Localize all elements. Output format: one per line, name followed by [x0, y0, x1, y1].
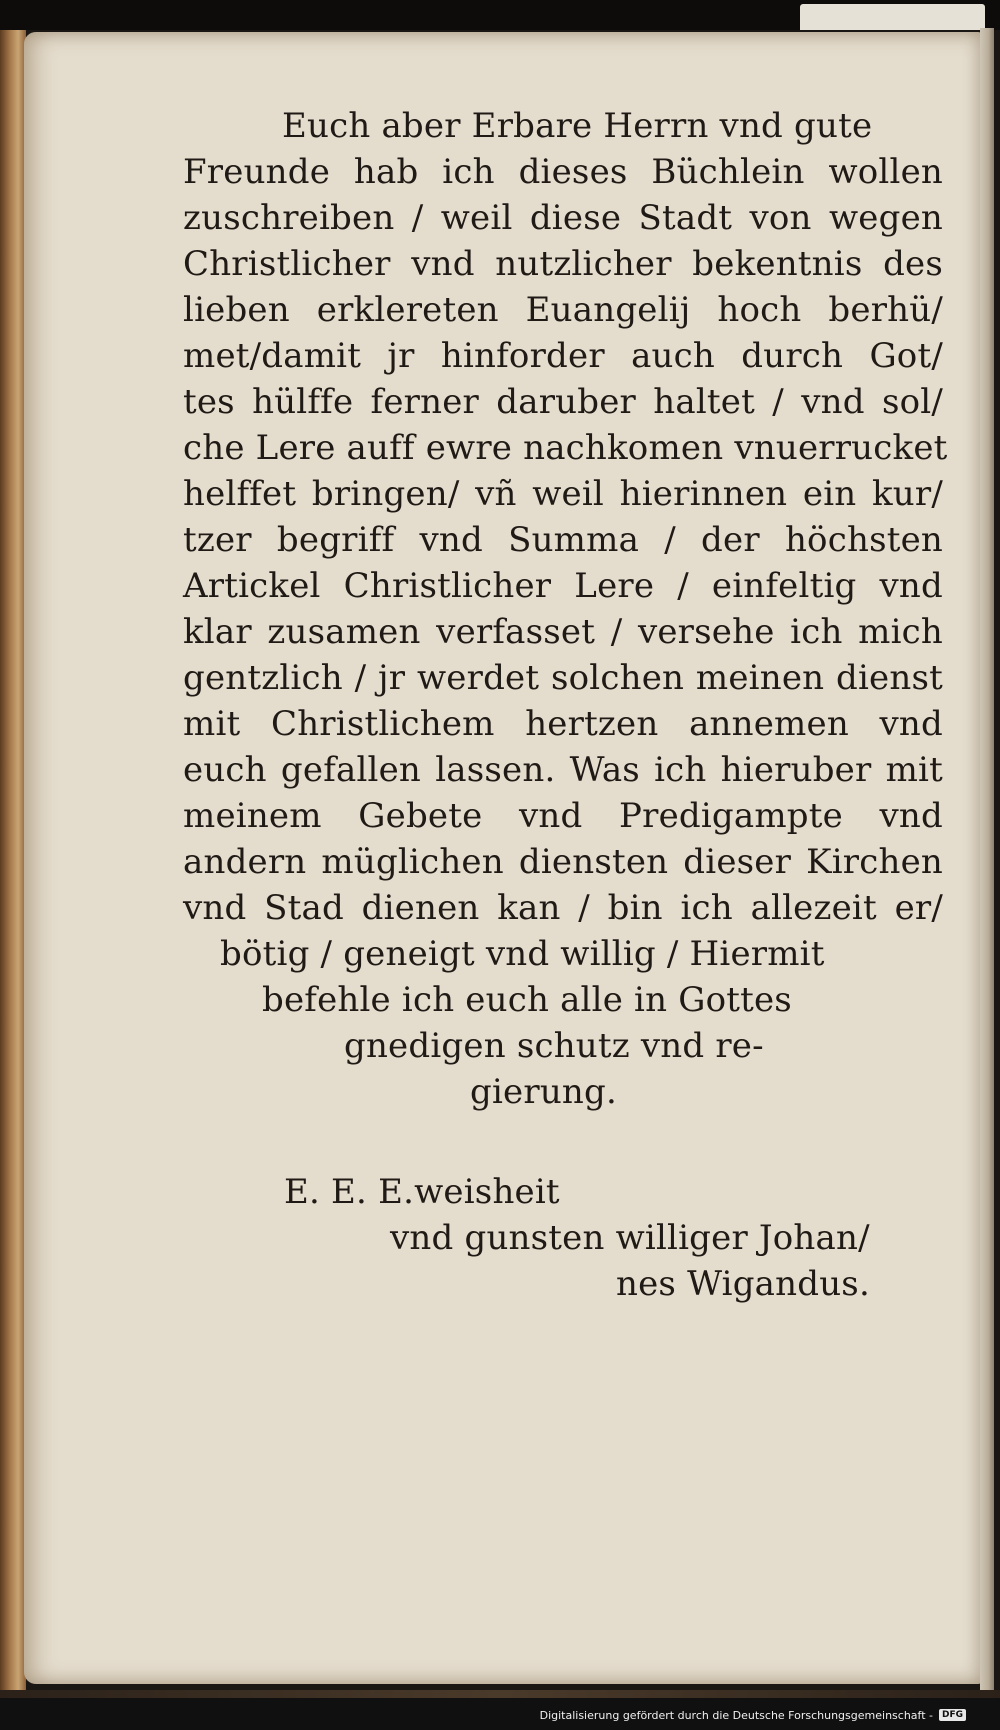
text-line: che Lere auff ewre nachkomen vnuerrucket — [183, 428, 948, 468]
text-line: gnedigen schutz vnd re- — [344, 1026, 764, 1066]
text-line: Euch aber Erbare Herrn vnd gute — [282, 106, 873, 146]
text-line: euch gefallen lassen. Was ich hieruber mit — [183, 750, 943, 790]
text-line: klar zusamen verfasset / versehe ich mich — [183, 612, 943, 652]
signature-line: vnd gunsten williger Johan/ — [390, 1218, 870, 1258]
text-line: meinem Gebete vnd Predigampte vnd — [183, 796, 943, 836]
text-line: tes hülffe ferner daruber haltet / vnd sol/ — [183, 382, 943, 422]
text-line: Christlicher vnd nutzlicher bekentnis des — [183, 244, 943, 284]
text-line: mit Christlichem hertzen annemen vnd — [183, 704, 943, 744]
text-line: gentzlich / jr werdet solchen meinen dienst — [183, 658, 943, 698]
text-line: bötig / geneigt vnd willig / Hiermit — [220, 934, 825, 974]
signature-line: E. E. E.weisheit — [284, 1172, 560, 1212]
text-line: tzer begriff vnd Summa / der höchsten — [183, 520, 943, 560]
text-line: lieben erklereten Euangelij hoch berhü/ — [183, 290, 943, 330]
digitization-footer — [540, 1706, 966, 1724]
signature-line: nes Wigandus. — [616, 1264, 870, 1304]
dfg-logo-icon: DFG — [939, 1709, 966, 1721]
text-line: met/damit jr hinforder auch durch Got/ — [183, 336, 943, 376]
footer-credit-text: Digitalisierung gefördert durch die Deutsche Forschungsgemeinschaft - — [539, 1708, 933, 1722]
text-line: helffet bringen/ vñ weil hierinnen ein kur/ — [183, 474, 943, 514]
text-line: andern müglichen diensten dieser Kirchen — [183, 842, 943, 882]
text-line: Freunde hab ich dieses Büchlein wollen — [183, 152, 943, 192]
text-line: gierung. — [470, 1072, 617, 1112]
text-line: Artickel Christlicher Lere / einfeltig vnd — [183, 566, 943, 606]
text-line: zuschreiben / weil diese Stadt von wegen — [183, 198, 943, 238]
text-line: befehle ich euch alle in Gottes — [262, 980, 792, 1020]
text-line: vnd Stad dienen kan / bin ich allezeit er/ — [183, 888, 943, 928]
